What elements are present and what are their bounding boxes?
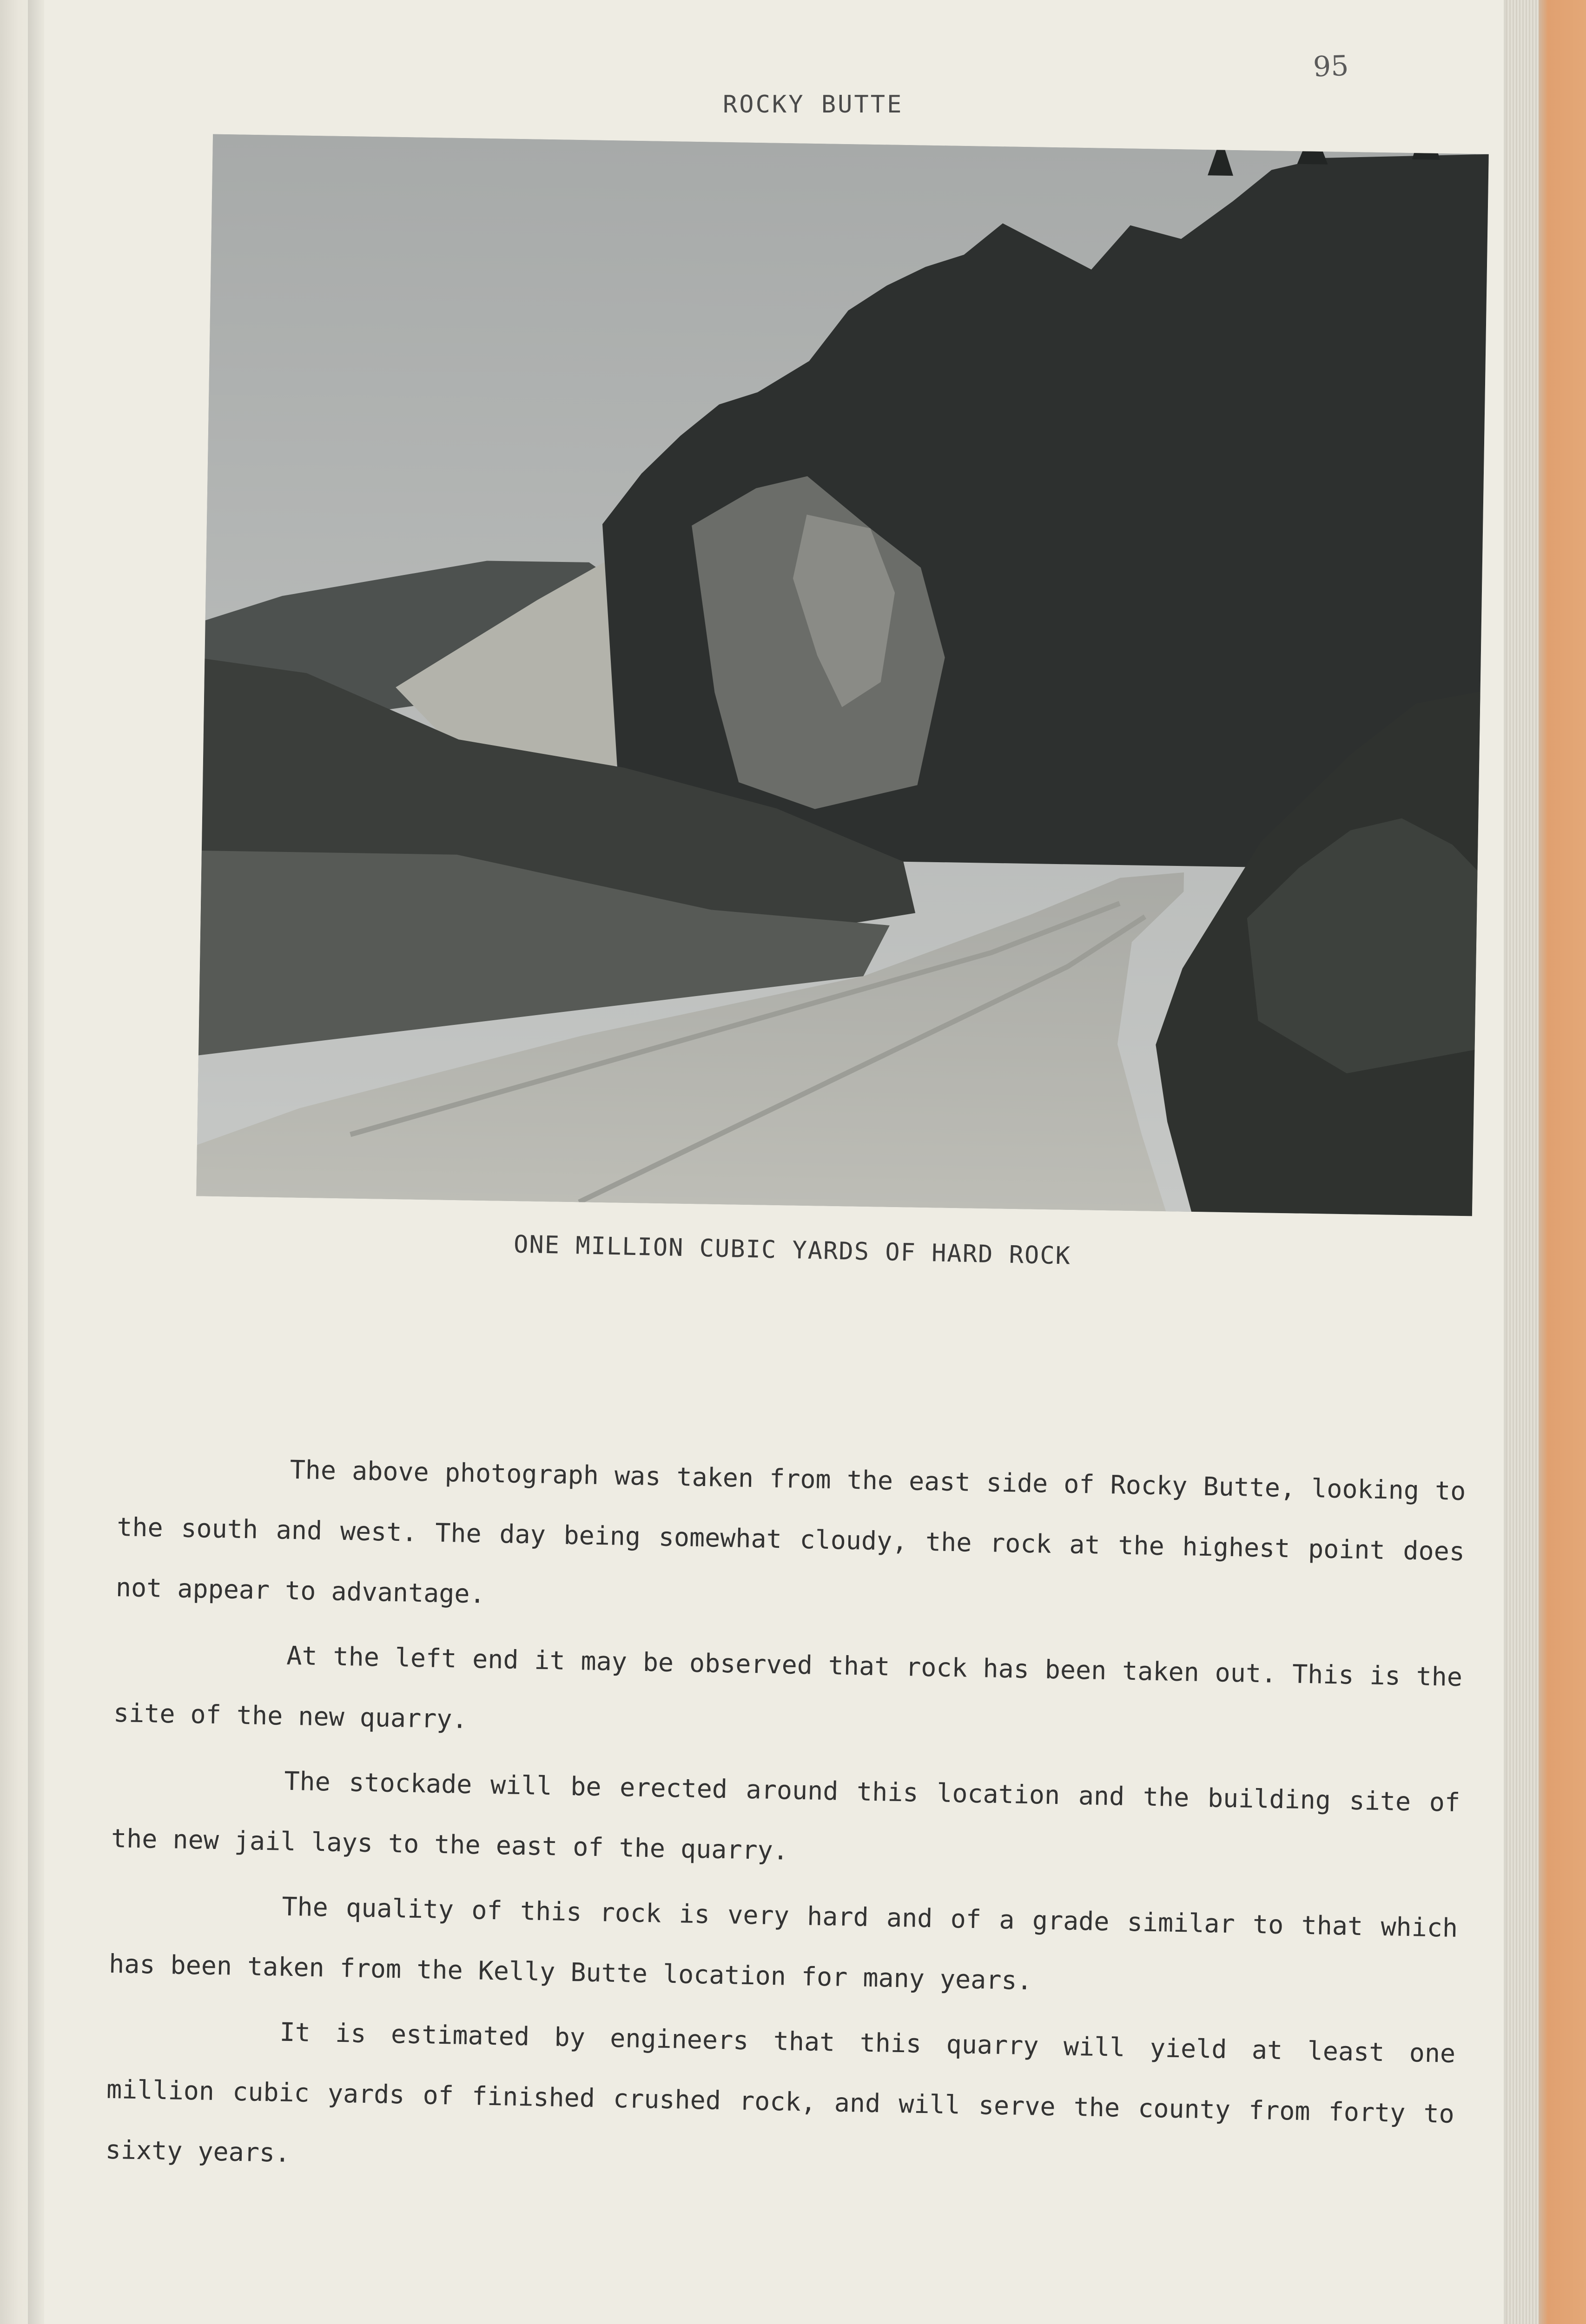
paragraph-1: The above photograph was taken from the east side of Rocky Butte, looking to the south and west. The day being somewhat cloudy, the rock at the highest point does not appear to advantage.	[115, 1454, 1466, 1609]
paragraph-2: At the left end it may be observed that rock has been taken out. This is the site of the new quarry.	[113, 1640, 1463, 1734]
photograph	[196, 134, 1489, 1216]
body-text	[105, 1436, 1466, 2209]
paragraph-5: It is estimated by engineers that this quarry will yield at least one million cubic yards of finished crushed rock, and will serve the county from forty to sixty years.	[105, 2017, 1456, 2168]
gutter-shadow	[28, 0, 46, 2324]
page	[44, 0, 1504, 2324]
photograph-of-quarry-road-icon	[196, 134, 1489, 1216]
paragraph-4: The quality of this rock is very hard and of a grade similar to that which has been taken from the Kelly Butte location for many years.	[108, 1891, 1458, 1996]
paragraph-3: The stockade will be erected around this location and the building site of the new jail lays to the east of the quarry.	[111, 1766, 1460, 1866]
photo-caption: ONE MILLION CUBIC YARDS OF HARD ROCK	[513, 1230, 1071, 1270]
running-head: ROCKY BUTTE	[723, 91, 904, 119]
page-stack-edge	[1506, 0, 1539, 2324]
page-number: 95	[1312, 49, 1349, 84]
